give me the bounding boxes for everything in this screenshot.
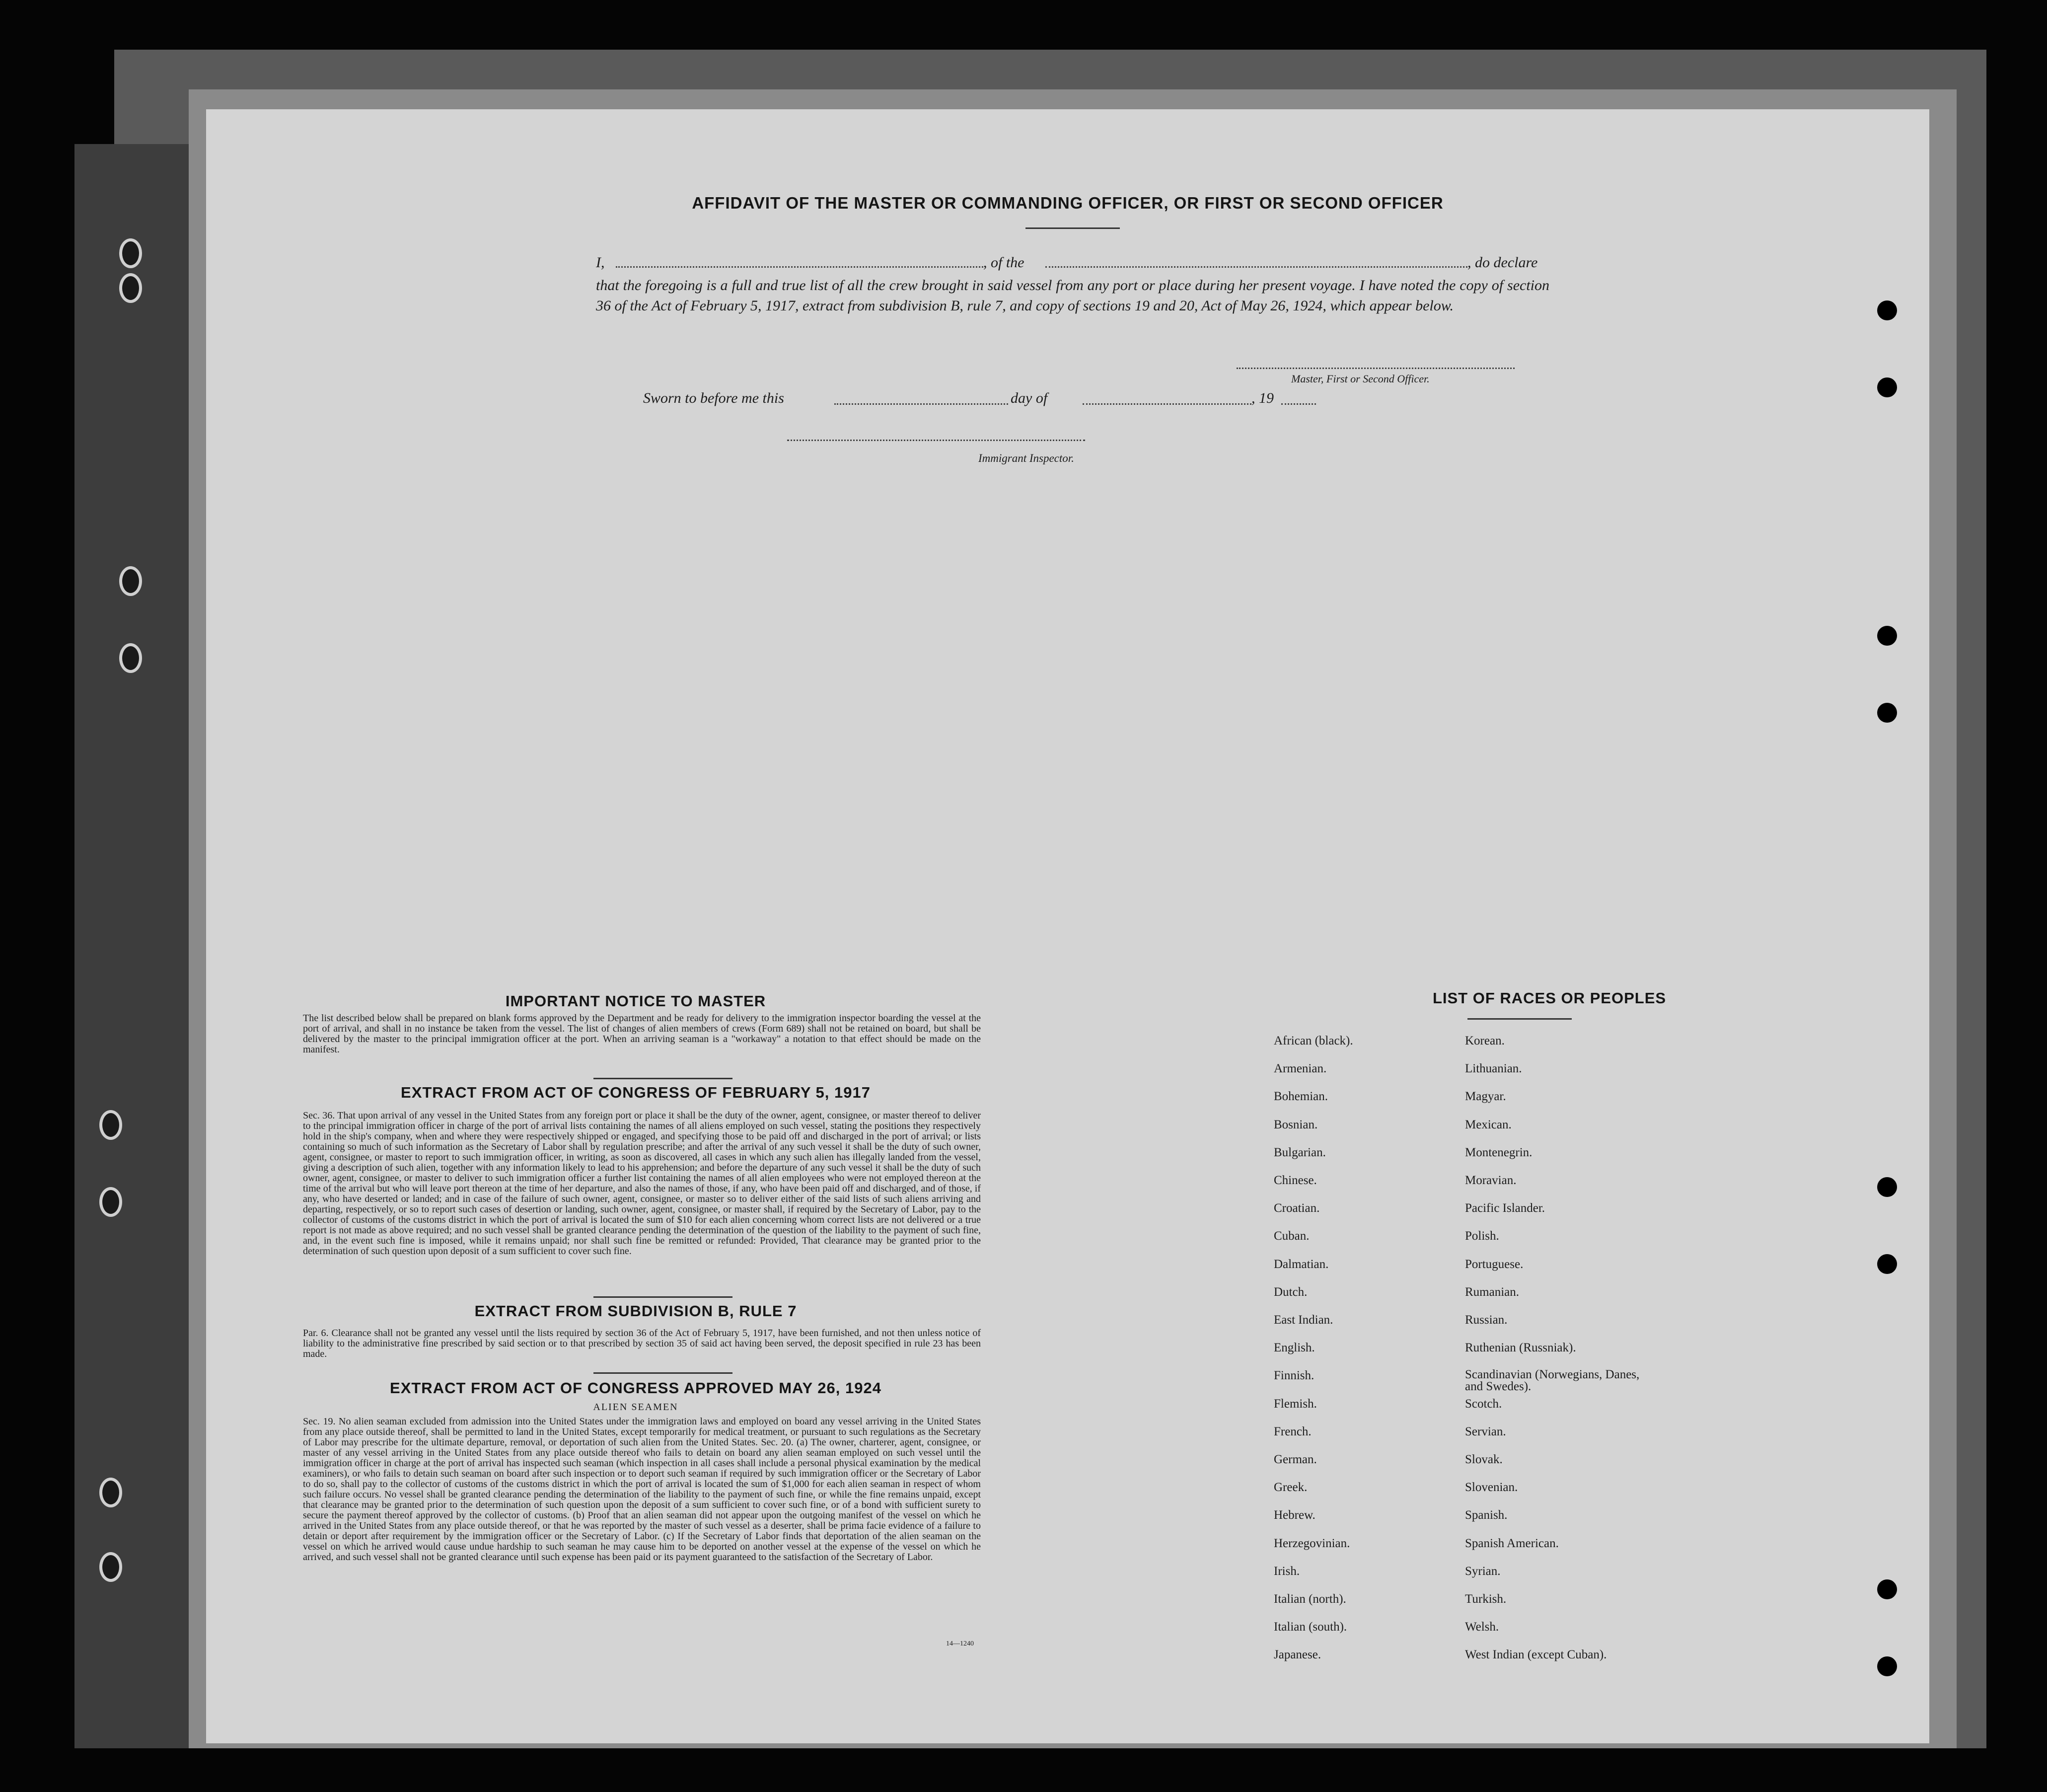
declare-label: , do declare <box>1467 254 1538 271</box>
race-item: Armenian. <box>1274 1062 1327 1076</box>
race-item: Portuguese. <box>1465 1257 1524 1271</box>
extract-1917-text: Sec. 36. That upon arrival of any vessel in the United States from any foreign port or place it shall be the duty of the owner, agent, consignee, or master thereof to deliver to the principal immigration officer in charge of the port of arrival lists containing the names of all aliens employed on such vessel, stating the positions they respectively hold in the ship's company, when and where they were respectively shipped or engaged, and specifying those to be paid off and discharged in the port of arrival; or lists containing so much of such information as the Secretary of Labor shall by regulation prescribe; and after the arrival of any such vessel it shall be the duty of such owner, agent, consignee, or master to report to such immigration officer, in writing, as soon as discovered, all cases in which any such alien has illegally landed from the vessel, giving a description of such alien, together with any information likely to lead to his apprehension; and before the departure of any such vessel it shall be the duty of such owner, agent, consignee, or master to deliver to such immigration officer a further list containing the names of all alien employees who were not employed thereon at the time of the arrival but who will leave port thereon at the time of her departure, and also the names of those, if any, who have been paid off and discharged, and of those, if any, who have deserted or landed; and in case of the failure of such owner, agent, consignee, or master so to deliver either of the said lists of such aliens arriving and departing, respectively, or so to report such cases of desertion or landing, such owner, agent, consignee, or master shall, if required by the Secretary of Labor, pay to the collector of customs of the customs district in which the port of arrival is located the sum of $10 for each alien concerning whom correct lists are not delivered or a true report is not made as above required; and no such vessel shall be granted clearance pending the determination of the question of the liability to the payment of such fine, and, in the event such fine is imposed, while it remains unpaid; nor shall such fine be remitted or refunded: Provided, That clearance may be granted prior to the determination of such question upon deposit of a sum sufficient to cover such fine. <box>303 1110 981 1257</box>
sworn-month-line[interactable] <box>1083 403 1251 405</box>
race-item: Moravian. <box>1465 1174 1517 1187</box>
race-item: Scotch. <box>1465 1397 1502 1411</box>
race-item: Bulgarian. <box>1274 1145 1326 1159</box>
punch-hole <box>119 566 142 596</box>
race-item: Greek. <box>1274 1481 1308 1494</box>
race-item: African (black). <box>1274 1034 1353 1047</box>
inspector-label: Immigrant Inspector. <box>978 452 1074 464</box>
race-item: Cuban. <box>1274 1229 1310 1243</box>
race-item: West Indian (except Cuban). <box>1465 1648 1607 1662</box>
punch-hole <box>1877 1656 1897 1676</box>
race-item: Rumanian. <box>1465 1285 1520 1299</box>
race-item: Irish. <box>1274 1564 1300 1578</box>
inspector-line[interactable] <box>787 440 1085 441</box>
race-item: Welsh. <box>1465 1620 1499 1634</box>
punch-hole <box>1877 377 1897 397</box>
form-number: 14—1240 <box>946 1640 974 1647</box>
punch-hole <box>119 238 142 268</box>
affidavit-i-label: I, <box>596 254 605 271</box>
notice-title: IMPORTANT NOTICE TO MASTER <box>505 992 766 1010</box>
race-item: Magyar. <box>1465 1090 1506 1104</box>
punch-hole <box>1877 1254 1897 1274</box>
race-item: Chinese. <box>1274 1174 1317 1187</box>
punch-hole <box>119 273 142 303</box>
divider <box>593 1372 732 1374</box>
race-item: Spanish. <box>1465 1508 1508 1522</box>
race-item: Bosnian. <box>1274 1118 1318 1131</box>
affidavit-title: AFFIDAVIT OF THE MASTER OR COMMANDING OFFICER, OR FIRST OR SECOND OFFICER <box>692 194 1444 212</box>
punch-hole <box>1877 1579 1897 1599</box>
race-item: German. <box>1274 1453 1317 1466</box>
race-item: Flemish. <box>1274 1397 1317 1411</box>
race-item: Syrian. <box>1465 1564 1501 1578</box>
divider <box>593 1078 732 1079</box>
race-item: Herzegovinian. <box>1274 1536 1350 1550</box>
signature-line[interactable] <box>1237 368 1515 369</box>
divider <box>1025 227 1120 229</box>
race-item: Croatian. <box>1274 1201 1320 1215</box>
year-label: , 19 <box>1251 390 1274 406</box>
race-item: Korean. <box>1465 1034 1505 1047</box>
alien-seamen-subtitle: ALIEN SEAMEN <box>593 1402 678 1413</box>
divider <box>593 1296 732 1298</box>
sworn-label: Sworn to before me this <box>643 390 784 406</box>
race-item: Montenegrin. <box>1465 1145 1533 1159</box>
race-item: Turkish. <box>1465 1592 1507 1606</box>
race-item: Mexican. <box>1465 1118 1512 1131</box>
race-item: Japanese. <box>1274 1648 1321 1662</box>
punch-hole <box>99 1187 122 1217</box>
race-item: Polish. <box>1465 1229 1499 1243</box>
affidavit-body: that the foregoing is a full and true list of all the crew brought in said vessel from any port or place during her present voyage. I have noted the copy of section 36 of the Act of February 5, 1917, extract from subdivision B, rule 7, and copy of sections 19 and 20, Act of May 26, 1924, which appear below. <box>596 277 1549 314</box>
of-the-label: , of the <box>983 254 1024 271</box>
race-item: Finnish. <box>1274 1369 1315 1383</box>
race-item: Hebrew. <box>1274 1508 1316 1522</box>
name-line[interactable] <box>616 266 983 268</box>
race-item: Ruthenian (Russniak). <box>1465 1341 1576 1355</box>
race-item: French. <box>1274 1424 1312 1438</box>
extract-1917-title: EXTRACT FROM ACT OF CONGRESS OF FEBRUARY 5, 1917 <box>401 1084 871 1101</box>
race-item: Slovenian. <box>1465 1481 1518 1494</box>
divider <box>1467 1018 1572 1020</box>
race-item: East Indian. <box>1274 1313 1333 1327</box>
notice-text: The list described below shall be prepared on blank forms approved by the Department and be ready for delivery to the immigration inspector boarding the vessel at the port of arrival, and shall in no instance be taken from the vessel. The list of changes of alien members of crews (Form 689) shall not be retained on board, but shall be delivered by the master to the principal immigration officer at the port. When an arriving seaman is a "workaway" a notation to that effect should be made on the manifest. <box>303 1013 981 1055</box>
race-item: Dutch. <box>1274 1285 1308 1299</box>
extract-1924-text: Sec. 19. No alien seaman excluded from admission into the United States under the immigration laws and employed on board any vessel arriving in the United States from any place outside thereof, shall be permitted to land in the United States, except temporarily for medical treatment, or pursuant to such regulations as the Secretary of Labor may prescribe for the ultimate departure, removal, or deportation of such alien from the United States. Sec. 20. (a) The owner, charterer, agent, consignee, or master of any vessel arriving in the United States from any place outside thereof who fails to detain on board any alien seaman employed on such vessel until the immigration officer in charge at the port of arrival has inspected such seaman (which inspection in all cases shall include a personal physical examination by the medical examiners), or who fails to detain such seaman on board after such inspection or to deport such seaman if required by such immigration officer or the Secretary of Labor to do so, shall pay to the collector of customs of the customs district in which the port of arrival is located the sum of $1,000 for each alien seaman in respect of whom such failure occurs. No vessel shall be granted clearance pending the determination of the liability to the payment of such fine, or while the fine remains unpaid, except that clearance may be granted prior to the determination of such question upon the deposit of a sum sufficient to cover such fine, or of a bond with sufficient surety to secure the payment thereof approved by the collector of customs. (b) Proof that an alien seaman did not appear upon the outgoing manifest of the vessel on which he arrived in the United States from any place outside thereof, or that he was reported by the master of such vessel as a deserter, shall be prima facie evidence of a failure to detain or deport after requirement by the immigration officer or the Secretary of Labor. (c) If the Secretary of Labor finds that deportation of the alien seaman on the vessel on which he arrived would cause undue hardship to such seaman he may cause him to be deported on another vessel at the expense of the vessel on which he arrived, and such vessel shall not be granted clearance until such expense has been paid or its payment guaranteed to the satisfaction of the Secretary of Labor. <box>303 1416 981 1563</box>
race-item: Pacific Islander. <box>1465 1201 1545 1215</box>
background-sheet-edge <box>74 144 204 1748</box>
vessel-line[interactable] <box>1045 266 1467 268</box>
extract-1924-title: EXTRACT FROM ACT OF CONGRESS APPROVED MAY 26, 1924 <box>390 1379 881 1397</box>
race-item: Italian (north). <box>1274 1592 1346 1606</box>
punch-hole <box>1877 300 1897 320</box>
race-item: English. <box>1274 1341 1315 1355</box>
race-item: Slovak. <box>1465 1453 1503 1466</box>
race-item: Lithuanian. <box>1465 1062 1522 1076</box>
year-line[interactable] <box>1281 403 1316 405</box>
punch-hole <box>1877 703 1897 723</box>
extract-rule7-text: Par. 6. Clearance shall not be granted any vessel until the lists required by section 36 of the Act of February 5, 1917, have been furnished, and not then unless notice of liability to the administrative fine prescribed by said section or to that prescribed by section 35 of said act having been served, the deposit specified in rule 23 has been made. <box>303 1328 981 1359</box>
race-item: Dalmatian. <box>1274 1257 1329 1271</box>
punch-hole <box>99 1552 122 1582</box>
race-item: Scandinavian (Norwegians, Danes, and Swedes). <box>1465 1368 1640 1394</box>
punch-hole <box>1877 626 1897 646</box>
race-item: Spanish American. <box>1465 1536 1559 1550</box>
document-page <box>206 109 1929 1743</box>
race-item: Russian. <box>1465 1313 1508 1327</box>
day-of-label: day of <box>1011 390 1048 406</box>
race-item: Bohemian. <box>1274 1090 1328 1104</box>
extract-rule7-title: EXTRACT FROM SUBDIVISION B, RULE 7 <box>474 1302 797 1320</box>
race-item: Italian (south). <box>1274 1620 1347 1634</box>
race-item: Servian. <box>1465 1424 1506 1438</box>
punch-hole <box>119 643 142 673</box>
signature-label: Master, First or Second Officer. <box>1291 373 1430 385</box>
punch-hole <box>99 1110 122 1140</box>
punch-hole <box>1877 1177 1897 1197</box>
punch-hole <box>99 1478 122 1507</box>
races-title: LIST OF RACES OR PEOPLES <box>1432 989 1667 1007</box>
sworn-day-line[interactable] <box>834 403 1008 405</box>
